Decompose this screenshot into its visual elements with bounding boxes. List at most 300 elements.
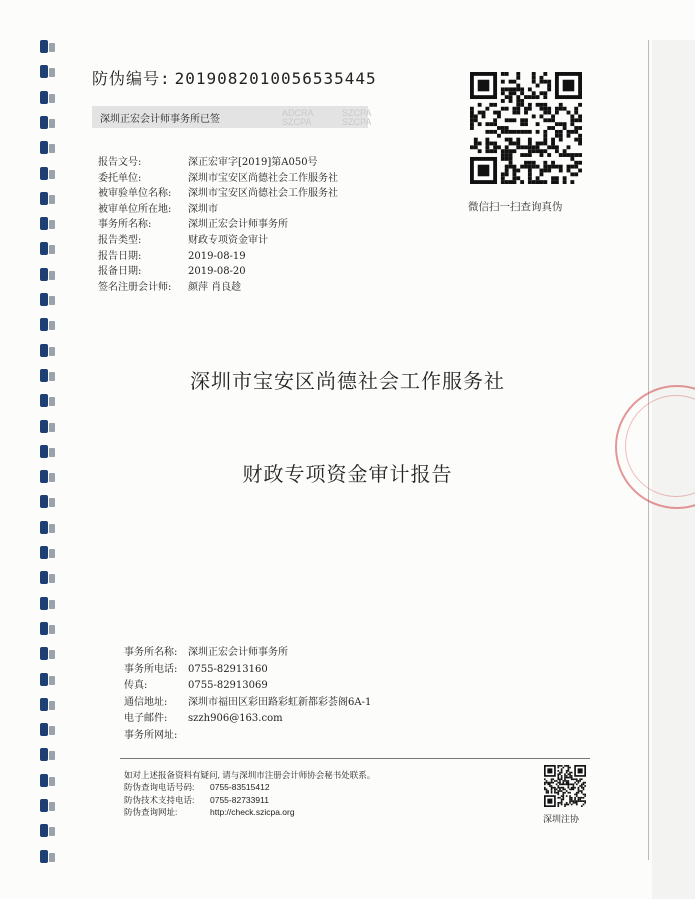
qr-module bbox=[524, 95, 528, 99]
qr-module bbox=[524, 161, 528, 165]
qr-module bbox=[564, 778, 566, 780]
qr-module bbox=[578, 114, 582, 118]
qr-module bbox=[516, 99, 520, 103]
qr-module bbox=[563, 149, 567, 153]
qr-module bbox=[571, 778, 573, 780]
qr-module bbox=[579, 778, 581, 780]
firm-row bbox=[124, 695, 371, 712]
firm-row bbox=[124, 678, 371, 695]
qr-module bbox=[574, 107, 578, 111]
qr-module bbox=[557, 797, 559, 799]
qr-module bbox=[516, 72, 520, 76]
spiral-binding bbox=[0, 0, 60, 899]
qr-module bbox=[551, 782, 553, 784]
qr-module bbox=[579, 780, 581, 782]
qr-module bbox=[540, 169, 544, 173]
binding-ring bbox=[40, 116, 48, 129]
qr-module bbox=[516, 87, 520, 91]
binding-ring bbox=[40, 40, 48, 53]
qr-module bbox=[493, 103, 497, 107]
qr-module bbox=[512, 176, 516, 180]
qr-module bbox=[551, 785, 553, 787]
qr-module bbox=[489, 130, 493, 134]
qr-module bbox=[568, 780, 570, 782]
qr-module bbox=[485, 107, 489, 111]
qr-module bbox=[547, 118, 551, 122]
qr-module bbox=[562, 795, 564, 797]
qr-module bbox=[563, 126, 567, 130]
qr-module bbox=[574, 794, 576, 796]
qr-module bbox=[549, 783, 551, 785]
bar-watermark: SZCPA bbox=[342, 117, 372, 127]
qr-module bbox=[540, 172, 544, 176]
qr-module bbox=[574, 118, 578, 122]
qr-module bbox=[579, 790, 581, 792]
qr-module bbox=[576, 792, 578, 794]
qr-module bbox=[554, 790, 556, 792]
qr-module bbox=[546, 792, 548, 794]
qr-module bbox=[470, 111, 474, 115]
qr-module bbox=[509, 138, 513, 142]
qr-module bbox=[568, 777, 570, 779]
qr-module bbox=[536, 165, 540, 169]
qr-module bbox=[505, 126, 509, 130]
qr-module bbox=[574, 130, 578, 134]
anti-fake-number bbox=[92, 66, 377, 89]
qr-module bbox=[489, 142, 493, 146]
qr-module bbox=[509, 91, 513, 95]
binding-ring bbox=[40, 394, 48, 407]
qr-module bbox=[509, 80, 513, 84]
binding-ring bbox=[40, 318, 48, 331]
qr-module bbox=[567, 165, 571, 169]
qr-module bbox=[564, 780, 566, 782]
qr-module bbox=[512, 169, 516, 173]
qr-module bbox=[554, 780, 556, 782]
firm-label: 通信地址: bbox=[124, 696, 168, 708]
qr-module bbox=[505, 107, 509, 111]
qr-module bbox=[559, 122, 563, 126]
qr-module bbox=[512, 111, 516, 115]
qr-module bbox=[528, 107, 532, 111]
footer-value: 0755-82733911 bbox=[210, 794, 269, 805]
qr-module bbox=[509, 95, 513, 99]
qr-module bbox=[543, 142, 547, 146]
binding-ring bbox=[40, 242, 48, 255]
qr-module bbox=[528, 176, 532, 180]
qr-module bbox=[536, 103, 540, 107]
qr-module bbox=[573, 802, 575, 804]
qr-module bbox=[532, 80, 536, 84]
qr-module bbox=[551, 176, 555, 180]
qr-module bbox=[571, 800, 573, 802]
qr-module bbox=[573, 789, 575, 791]
info-value: 深圳市 bbox=[188, 203, 218, 215]
qr-module bbox=[567, 145, 571, 149]
qr-module bbox=[561, 802, 563, 804]
qr-module bbox=[559, 778, 561, 780]
qr-module bbox=[566, 780, 568, 782]
qr-module bbox=[562, 799, 564, 801]
qr-module bbox=[567, 153, 571, 157]
qr-module bbox=[551, 780, 553, 782]
qr-module bbox=[566, 777, 568, 779]
qr-module bbox=[493, 111, 497, 115]
binding-ring bbox=[40, 673, 48, 686]
qr-module bbox=[528, 161, 532, 165]
qr-module bbox=[520, 180, 524, 184]
firm-value: 0755-82913069 bbox=[188, 680, 268, 691]
qr-module bbox=[581, 800, 583, 802]
qr-module bbox=[547, 80, 551, 84]
qr-module bbox=[557, 790, 559, 792]
qr-module bbox=[569, 799, 571, 801]
qr-module bbox=[501, 149, 505, 153]
qr-module bbox=[570, 114, 574, 118]
qr-module bbox=[547, 792, 549, 794]
qr-module bbox=[544, 783, 546, 785]
qr-module bbox=[566, 770, 568, 772]
qr-module bbox=[482, 114, 486, 118]
qr-module bbox=[493, 145, 497, 149]
firm-value: 深圳市福田区彩田路彩虹新都彩荟阁6A-1 bbox=[188, 696, 372, 708]
qr-module bbox=[547, 153, 551, 157]
qr-module bbox=[578, 126, 582, 130]
qr-module bbox=[520, 118, 524, 122]
qr-module bbox=[555, 176, 559, 180]
qr-module bbox=[505, 157, 509, 161]
info-label: 报告日期: bbox=[98, 250, 142, 262]
qr-module bbox=[478, 111, 482, 115]
qr-module bbox=[532, 165, 536, 169]
qr-module bbox=[516, 107, 520, 111]
info-row bbox=[98, 171, 338, 187]
qr-module bbox=[505, 145, 509, 149]
info-value: 深圳正宏会计师事务所 bbox=[188, 219, 288, 231]
qr-module bbox=[555, 111, 559, 115]
qr-module bbox=[569, 775, 571, 777]
qr-module bbox=[578, 103, 582, 107]
qr-module bbox=[509, 165, 513, 169]
info-label: 报备日期: bbox=[98, 266, 142, 278]
qr-module bbox=[509, 153, 513, 157]
footer-label: 防伪技术支持电话: bbox=[124, 794, 195, 805]
qr-module bbox=[573, 800, 575, 802]
qr-module bbox=[497, 145, 501, 149]
qr-module bbox=[485, 130, 489, 134]
qr-module bbox=[547, 126, 551, 130]
qr-module bbox=[470, 145, 474, 149]
qr-module bbox=[581, 778, 583, 780]
qr-module bbox=[574, 126, 578, 130]
binding-ring bbox=[40, 799, 48, 812]
binding-ring bbox=[40, 141, 48, 154]
qr-module bbox=[566, 765, 568, 767]
qr-module bbox=[505, 87, 509, 91]
qr-module bbox=[562, 794, 564, 796]
qr-module bbox=[482, 111, 486, 115]
qr-module bbox=[543, 180, 547, 184]
qr-module bbox=[569, 789, 571, 791]
qr-module bbox=[497, 114, 501, 118]
qr-module bbox=[566, 775, 568, 777]
qr-module bbox=[576, 783, 578, 785]
firm-value: szzh906@163.com bbox=[188, 713, 283, 724]
qr-module bbox=[554, 792, 556, 794]
qr-module bbox=[540, 107, 544, 111]
qr-module bbox=[576, 804, 578, 806]
qr-module bbox=[561, 800, 563, 802]
binding-ring bbox=[40, 521, 48, 534]
qr-module bbox=[574, 800, 576, 802]
qr-module bbox=[564, 765, 566, 767]
qr-module bbox=[578, 138, 582, 142]
qr-module bbox=[561, 790, 563, 792]
qr-module bbox=[540, 103, 544, 107]
qr-module bbox=[557, 805, 559, 807]
qr-module bbox=[470, 114, 474, 118]
qr-module bbox=[555, 122, 559, 126]
qr-module bbox=[497, 134, 501, 138]
qr-module bbox=[547, 790, 549, 792]
info-value: 颜萍 肖良趁 bbox=[188, 281, 242, 293]
firm-row bbox=[124, 728, 371, 745]
info-row bbox=[98, 280, 338, 296]
qr-module bbox=[583, 794, 585, 796]
qr-module bbox=[557, 770, 559, 772]
qr-module bbox=[578, 797, 580, 799]
qr-module bbox=[556, 780, 558, 782]
qr-module bbox=[551, 118, 555, 122]
qr-module bbox=[581, 792, 583, 794]
qr-module bbox=[528, 153, 532, 157]
qr-module bbox=[478, 103, 482, 107]
qr-module bbox=[551, 142, 555, 146]
qr-module bbox=[505, 153, 509, 157]
qr-module bbox=[566, 804, 568, 806]
qr-finder bbox=[578, 768, 583, 773]
qr-module bbox=[485, 138, 489, 142]
qr-module bbox=[543, 149, 547, 153]
qr-module bbox=[536, 180, 540, 184]
qr-module bbox=[532, 149, 536, 153]
qr-module bbox=[559, 802, 561, 804]
qr-module bbox=[574, 778, 576, 780]
qr-module bbox=[505, 72, 509, 76]
qr-module bbox=[536, 176, 540, 180]
qr-module bbox=[512, 87, 516, 91]
qr-module bbox=[474, 138, 478, 142]
qr-module bbox=[551, 114, 555, 118]
qr-module bbox=[566, 795, 568, 797]
qr-module bbox=[543, 165, 547, 169]
firm-label: 电子邮件: bbox=[124, 713, 168, 724]
info-row bbox=[98, 217, 338, 233]
binding-ring bbox=[40, 824, 48, 837]
qr-code[interactable] bbox=[470, 72, 582, 184]
qr-module bbox=[547, 145, 551, 149]
footer-block bbox=[124, 769, 375, 819]
qr-module bbox=[559, 169, 563, 173]
qr-module bbox=[501, 176, 505, 180]
qr-module bbox=[559, 790, 561, 792]
qr-module bbox=[512, 91, 516, 95]
qr-module bbox=[568, 773, 570, 775]
qr-module bbox=[578, 787, 580, 789]
qr-module bbox=[574, 787, 576, 789]
qr-module bbox=[561, 765, 563, 767]
qr-module bbox=[578, 790, 580, 792]
qr-module bbox=[505, 118, 509, 122]
qr-module bbox=[563, 122, 567, 126]
qr-module bbox=[576, 795, 578, 797]
qr-module bbox=[512, 130, 516, 134]
qr-module bbox=[571, 775, 573, 777]
qr-module bbox=[505, 95, 509, 99]
qr-module bbox=[478, 142, 482, 146]
signed-bar-text: 深圳正宏会计师事务所已签 bbox=[100, 114, 220, 125]
qr-module bbox=[509, 149, 513, 153]
info-value: 2019-08-20 bbox=[188, 266, 246, 278]
binding-ring bbox=[40, 597, 48, 610]
binding-ring bbox=[40, 420, 48, 433]
qr-module bbox=[512, 142, 516, 146]
qr-module bbox=[512, 165, 516, 169]
qr-module bbox=[505, 172, 509, 176]
report-title: 财政专项资金审计报告 bbox=[242, 462, 453, 486]
qr-module bbox=[516, 76, 520, 80]
qr-module bbox=[485, 149, 489, 153]
bar-watermark: SZCPA bbox=[342, 108, 372, 118]
qr-module bbox=[578, 161, 582, 165]
qr-module bbox=[493, 130, 497, 134]
qr-module bbox=[497, 126, 501, 130]
qr-module bbox=[512, 172, 516, 176]
qr-module bbox=[544, 789, 546, 791]
binding-ring bbox=[40, 65, 48, 78]
footer-divider bbox=[120, 758, 590, 759]
qr-module bbox=[501, 126, 505, 130]
qr-module bbox=[573, 785, 575, 787]
qr-module bbox=[493, 142, 497, 146]
firm-row bbox=[124, 711, 371, 728]
footer-row bbox=[124, 794, 375, 806]
qr-module bbox=[573, 778, 575, 780]
qr-module bbox=[570, 130, 574, 134]
qr-module bbox=[509, 142, 513, 146]
qr-module bbox=[547, 87, 551, 91]
qr-module bbox=[470, 107, 474, 111]
qr-finder bbox=[478, 165, 490, 177]
qr-module bbox=[528, 103, 532, 107]
qr-module bbox=[561, 799, 563, 801]
binding-ring bbox=[40, 192, 48, 205]
qr-module bbox=[493, 118, 497, 122]
qr-module bbox=[532, 145, 536, 149]
qr-module bbox=[505, 130, 509, 134]
qr-module bbox=[561, 775, 563, 777]
qr-module bbox=[549, 782, 551, 784]
qr-module bbox=[520, 103, 524, 107]
small-qr-code[interactable] bbox=[544, 765, 586, 807]
qr-module bbox=[569, 792, 571, 794]
qr-module bbox=[574, 161, 578, 165]
qr-module bbox=[584, 785, 586, 787]
qr-module bbox=[557, 778, 559, 780]
binding-ring bbox=[40, 344, 48, 357]
qr-module bbox=[568, 804, 570, 806]
qr-module bbox=[536, 130, 540, 134]
qr-module bbox=[512, 107, 516, 111]
qr-module bbox=[552, 778, 554, 780]
qr-module bbox=[524, 107, 528, 111]
qr-module bbox=[474, 145, 478, 149]
qr-module bbox=[568, 787, 570, 789]
qr-module bbox=[512, 180, 516, 184]
qr-module bbox=[474, 114, 478, 118]
binding-ring bbox=[40, 217, 48, 230]
bar-watermark: ADCRA bbox=[282, 108, 314, 118]
qr-module bbox=[512, 149, 516, 153]
qr-module bbox=[559, 103, 563, 107]
qr-module bbox=[584, 795, 586, 797]
qr-module bbox=[516, 138, 520, 142]
qr-module bbox=[536, 145, 540, 149]
qr-module bbox=[569, 783, 571, 785]
qr-module bbox=[557, 777, 559, 779]
qr-module bbox=[516, 176, 520, 180]
qr-module bbox=[559, 153, 563, 157]
qr-module bbox=[501, 157, 505, 161]
info-label: 报告文号: bbox=[98, 157, 142, 168]
qr-module bbox=[547, 169, 551, 173]
qr-module bbox=[583, 804, 585, 806]
qr-module bbox=[509, 157, 513, 161]
qr-module bbox=[551, 787, 553, 789]
qr-module bbox=[569, 777, 571, 779]
qr-module bbox=[562, 782, 564, 784]
qr-module bbox=[551, 790, 553, 792]
qr-module bbox=[562, 767, 564, 769]
qr-module bbox=[478, 122, 482, 126]
qr-module bbox=[574, 802, 576, 804]
qr-module bbox=[470, 122, 474, 126]
qr-module bbox=[501, 130, 505, 134]
qr-module bbox=[574, 153, 578, 157]
qr-module bbox=[559, 783, 561, 785]
qr-module bbox=[579, 799, 581, 801]
qr-module bbox=[581, 783, 583, 785]
qr-module bbox=[555, 134, 559, 138]
binding-ring bbox=[40, 91, 48, 104]
qr-module bbox=[559, 138, 563, 142]
qr-module bbox=[547, 165, 551, 169]
qr-module bbox=[557, 785, 559, 787]
qr-module bbox=[547, 783, 549, 785]
qr-module bbox=[573, 783, 575, 785]
qr-finder bbox=[547, 768, 552, 773]
qr-module bbox=[583, 782, 585, 784]
qr-module bbox=[536, 95, 540, 99]
qr-module bbox=[543, 107, 547, 111]
qr-module bbox=[528, 142, 532, 146]
qr-module bbox=[551, 126, 555, 130]
qr-module bbox=[578, 118, 582, 122]
qr-module bbox=[557, 794, 559, 796]
qr-module bbox=[528, 172, 532, 176]
firm-label: 事务所名称: bbox=[124, 647, 178, 658]
footer-value: http://check.szicpa.org bbox=[210, 807, 295, 818]
